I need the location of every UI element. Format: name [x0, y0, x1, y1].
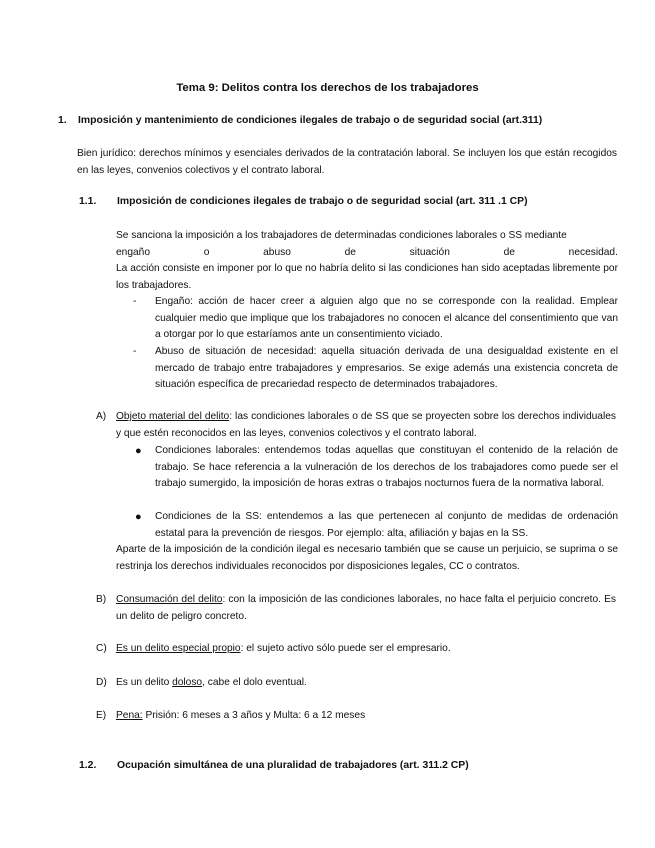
item-b-text [116, 592, 616, 625]
section-1-number: 1. [58, 115, 67, 126]
item-e-pena [96, 708, 616, 725]
bullet-marker: ● [135, 511, 142, 523]
dash-marker: - [133, 296, 137, 307]
item-c-label: Es un delito especial propio [116, 643, 241, 654]
item-letter: C) [96, 643, 107, 654]
intro-rest: La acción consiste en imponer por lo que no habría delito si las condiciones han sido aceptadas libremente por los trabajadores. [116, 263, 618, 291]
item-a-label: Objeto material del delito [116, 411, 230, 422]
dash-item-abuso [133, 344, 618, 394]
dash-item-text: Abuso de situación de necesidad: aquella situación derivada de una desigualdad existente en el mercado de trabajo entre trabajadores y empresarios. Se exige además una existencia concreta de situación específica de precariedad respecto de determinados trabajadores. [155, 346, 618, 390]
item-d-body: , cabe el dolo eventual. [202, 677, 307, 688]
section-1-1-number: 1.1. [79, 196, 97, 207]
section-1-1-heading [79, 194, 528, 211]
intro-word: de [344, 246, 356, 258]
item-e-label: Pena: [116, 710, 143, 721]
bullet-condiciones-ss [133, 509, 618, 542]
item-letter: B) [96, 594, 107, 605]
item-d-text [116, 675, 616, 692]
item-letter: D) [96, 677, 107, 688]
bullet-condiciones-laborales [133, 443, 618, 493]
item-letter: A) [96, 411, 107, 422]
item-d-label: doloso [172, 677, 203, 688]
item-b-label: Consumación del delito [116, 594, 223, 605]
intro-word: engaño [116, 246, 150, 258]
section-1-2-heading-text: Ocupación simultánea de una pluralidad de trabajadores (art. 311.2 CP) [117, 760, 469, 771]
item-d-doloso [96, 675, 616, 692]
section-1-2-heading [79, 758, 469, 775]
intro-word: necesidad. [568, 246, 618, 258]
bullet-marker: ● [135, 445, 142, 457]
page-title: Tema 9: Delitos contra los derechos de los trabajadores [176, 82, 479, 94]
item-c-text [116, 641, 616, 658]
bullet-text: Condiciones de la SS: entendemos a las que pertenecen al conjunto de medidas de ordenación estatal para la prevención de riesgos. Por ejemplo: alta, afiliación y bajas en la SS. [155, 511, 618, 539]
item-a-body: : las condiciones laborales o de SS que se proyecten sobre los derechos individuales y que estén reconocidos en las leyes, convenios colectivos y el contrato laboral. [116, 411, 616, 439]
intro-line-2 [116, 245, 618, 262]
item-a-objeto-material [96, 409, 616, 442]
section-1-2-number: 1.2. [79, 760, 97, 771]
intro-line-1-text: Se sanciona la imposición a los trabajadores de determinadas condiciones laborales o SS mediante [116, 230, 567, 241]
intro-word: o [203, 246, 210, 258]
item-a-text [116, 409, 616, 442]
dash-item-engano [133, 294, 618, 344]
item-b-consumacion [96, 592, 616, 625]
section-1-1-heading-text: Imposición de condiciones ilegales de trabajo o de seguridad social (art. 311 .1 CP) [117, 196, 528, 207]
intro-word: de [503, 246, 515, 258]
bullet-text: Condiciones laborales: entendemos todas aquellas que constituyan el contenido de la relación de trabajo. Se hace referencia a la vulneración de los derechos de los trabajadores como puede ser el trabajo sumergido, la imposición de horas extras o trabajos nocturnos fuera de la normativa laboral. [155, 445, 618, 489]
dash-item-text: Engaño: acción de hacer creer a alguien algo que no se corresponde con la realidad. Emplear cualquier medio que implique que los trabajadores no conocen el alcance del consentimiento que van a otorgar por lo que estaríamos ante un consentimiento viciado. [155, 296, 618, 340]
dash-marker: - [133, 346, 137, 357]
intro-line-1 [116, 228, 618, 245]
section-1-heading [58, 113, 542, 130]
item-b-body: : con la imposición de las condiciones laborales, no hace falta el perjuicio concreto. Es un delito de peligro concreto. [116, 594, 616, 622]
section-1-heading-text: Imposición y mantenimiento de condiciones ilegales de trabajo o de seguridad social (art.311) [78, 115, 543, 126]
item-e-body: Prisión: 6 meses a 3 años y Multa: 6 a 12 meses [142, 710, 366, 721]
item-e-text [116, 708, 616, 725]
bien-juridico-paragraph: Bien jurídico: derechos mínimos y esenciales derivados de la contratación laboral. Se incluyen los que están recogidos en las leyes, convenios colectivos y el contrato laboral. [77, 148, 617, 176]
intro-word: abuso [263, 246, 291, 258]
item-a-after-paragraph: Aparte de la imposición de la condición ilegal es necesario también que se cause un perjuicio, se suprima o se restrinja los derechos individuales reconocidos por disposiciones legales, CC o contratos. [116, 544, 618, 572]
item-letter: E) [96, 710, 107, 721]
intro-paragraph [116, 228, 618, 294]
item-c-body: : el sujeto activo sólo puede ser el empresario. [240, 643, 451, 654]
item-c-delito-especial [96, 641, 616, 658]
intro-word: situación [409, 246, 450, 258]
item-d-pre: Es un delito [116, 677, 173, 688]
